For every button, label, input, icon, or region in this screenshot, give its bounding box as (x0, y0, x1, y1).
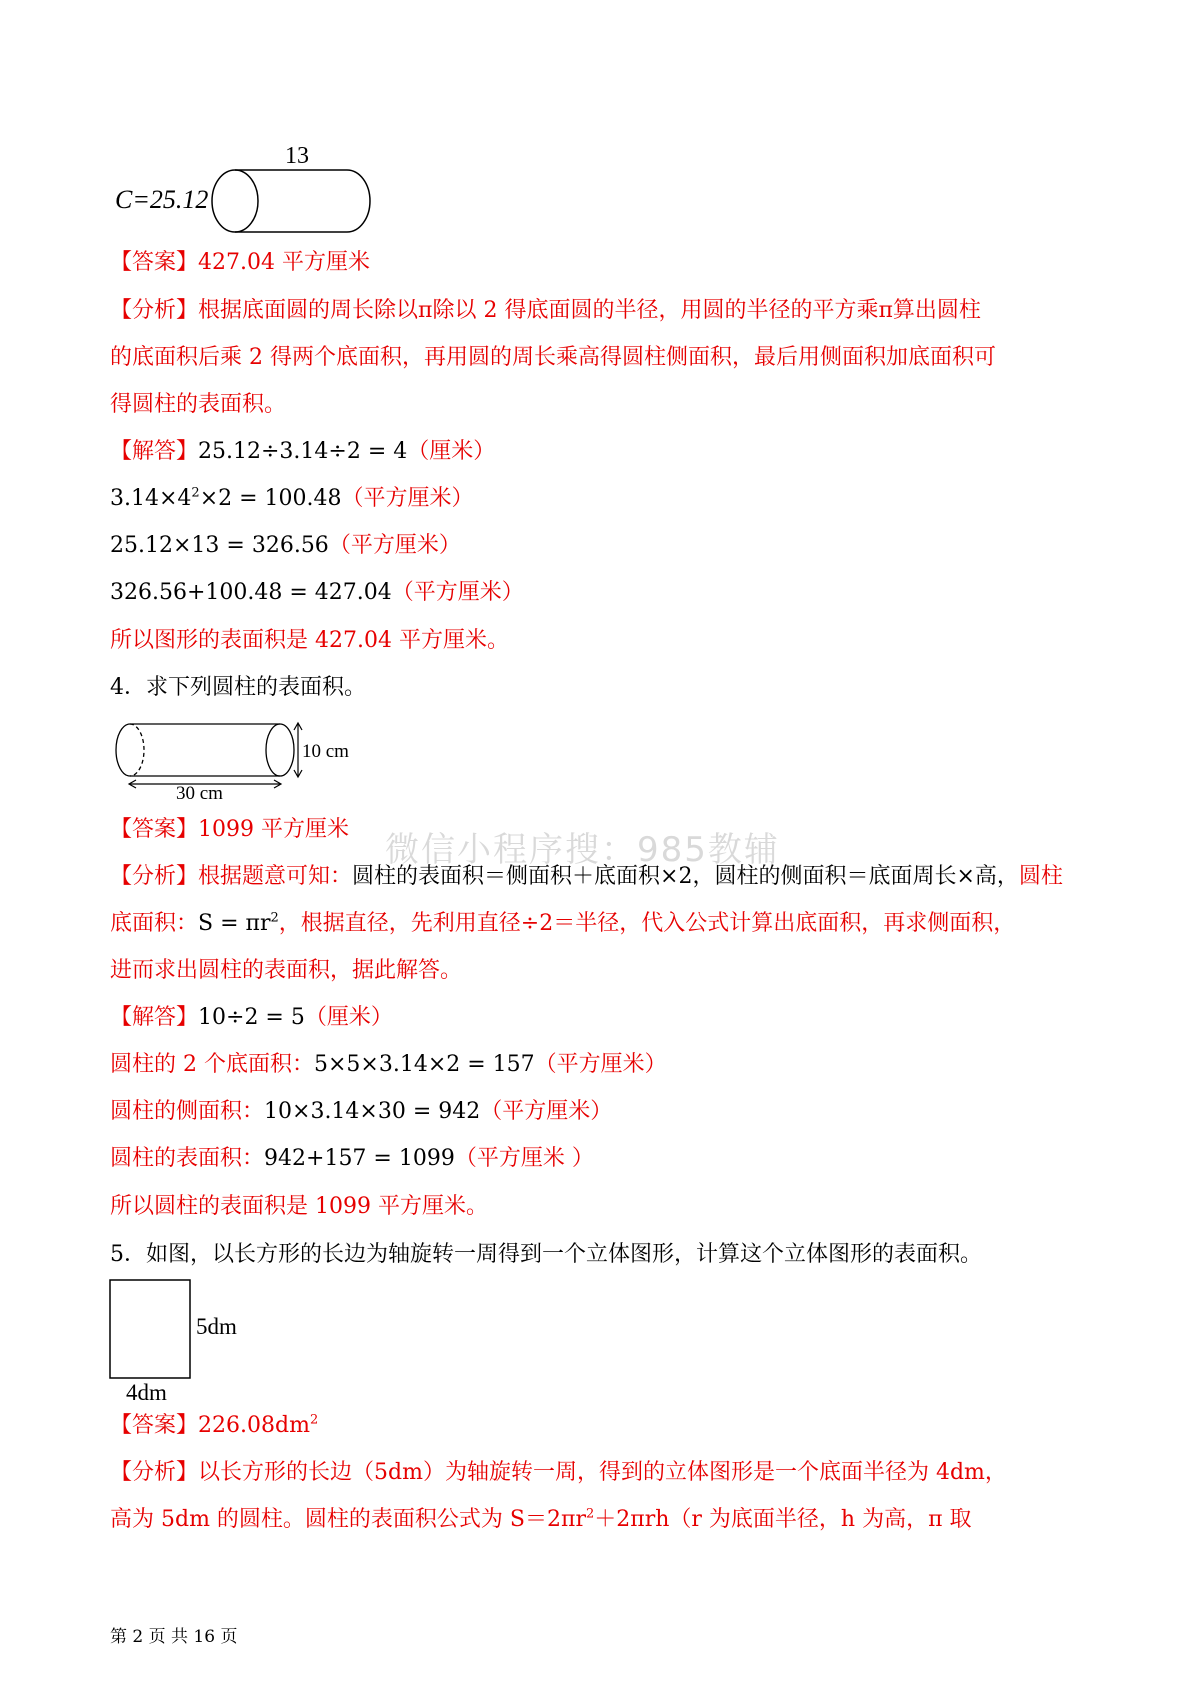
length-label: 30 cm (176, 783, 223, 800)
q3-solution-line4: 326.56+100.48 = 427.04（平方厘米） (110, 580, 524, 605)
q4-solution-line4: 圆柱的表面积：942+157 = 1099（平方厘米 ） (110, 1146, 594, 1171)
q3-analysis-line1: 【分析】根据底面圆的周长除以π除以 2 得底面圆的半径，用圆的半径的平方乘π算出圆柱 (110, 298, 981, 323)
analysis-tag: 【分析】 (110, 864, 199, 889)
answer-tag: 【答案】 (110, 817, 199, 842)
q4-analysis-line3: 进而求出圆柱的表面积，据此解答。 (110, 958, 463, 983)
q3-analysis-line2: 的底面积后乘 2 得两个底面积，再用圆的周长乘高得圆柱侧面积，最后用侧面积加底面积可 (110, 345, 996, 370)
q4-solution-line2: 圆柱的 2 个底面积：5×5×3.14×2 = 157（平方厘米） (110, 1052, 667, 1077)
bottom-label: 4dm (126, 1380, 167, 1403)
cylinder-figure-2 (108, 720, 368, 800)
answer-tag: 【答案】 (110, 250, 199, 275)
q5-answer: 【答案】$226.08dm^2$ (110, 1412, 319, 1438)
q5-analysis-line2: 高为 5dm 的圆柱。圆柱的表面积公式为 $S=2\pi r^2+2\pi rh(r$ 为底面半径，h 为高，π 取 (110, 1506, 972, 1532)
q4-analysis-line2: 底面积：$S = \pi r^2$，根据直径，先利用直径÷2＝半径，代入公式计算出底面积，再求侧面积， (110, 910, 1016, 936)
q5-analysis-line1: 【分析】以长方形的长边（5dm）为轴旋转一周，得到的立体图形是一个底面半径为 4dm， (110, 1460, 1007, 1485)
q4-conclusion: 所以圆柱的表面积是 1099 平方厘米。 (110, 1194, 488, 1219)
side-label: 5dm (196, 1314, 237, 1339)
answer-text: 226.08dm (198, 1413, 310, 1438)
analysis-tag: 【分析】 (110, 298, 199, 323)
q4-analysis-line1: 【分析】根据题意可知：圆柱的表面积＝侧面积＋底面积×2，圆柱的侧面积＝底面周长×高，圆柱 (110, 864, 1063, 889)
page-footer: 第 2 页 共 16 页 (110, 1627, 238, 1647)
answer-tag: 【答案】 (110, 1413, 199, 1438)
q3-conclusion: 所以图形的表面积是 427.04 平方厘米。 (110, 628, 509, 653)
analysis-tag: 【分析】 (110, 1460, 199, 1485)
q3-solution-line3: 25.12×13 = 326.56（平方厘米） (110, 533, 461, 558)
solution-tag: 【解答】 (110, 439, 199, 464)
height-label: 10 cm (302, 741, 349, 762)
q4-solution-line3: 圆柱的侧面积：10×3.14×30 = 942（平方厘米） (110, 1099, 613, 1124)
answer-text: 427.04 平方厘米 (198, 250, 370, 275)
circumference-label: C=25.12 (115, 185, 209, 214)
q3-answer (110, 248, 370, 278)
q4-answer (110, 815, 349, 845)
cylinder-figure-1 (105, 135, 405, 235)
q4-solution-line1: 【解答】10÷2 = 5（厘米） (110, 1005, 393, 1030)
solution-tag: 【解答】 (110, 1005, 199, 1030)
q5-question: 5．如图，以长方形的长边为轴旋转一周得到一个立体图形，计算这个立体图形的表面积。 (110, 1242, 983, 1267)
length-label: 13 (285, 143, 309, 169)
q3-solution-line1: 【解答】25.12÷3.14÷2 = 4（厘米） (110, 439, 496, 464)
answer-text: 1099 平方厘米 (198, 817, 349, 842)
rectangle-figure (108, 1278, 258, 1403)
watermark: 微信小程序搜：985教辅 (385, 830, 780, 870)
q3-analysis-line3: 得圆柱的表面积。 (110, 392, 287, 417)
q3-solution-line2: $3.14\times 4^2\times 2 = 100.48$（平方厘米） (110, 485, 474, 511)
q4-question: 4．求下列圆柱的表面积。 (110, 675, 366, 700)
